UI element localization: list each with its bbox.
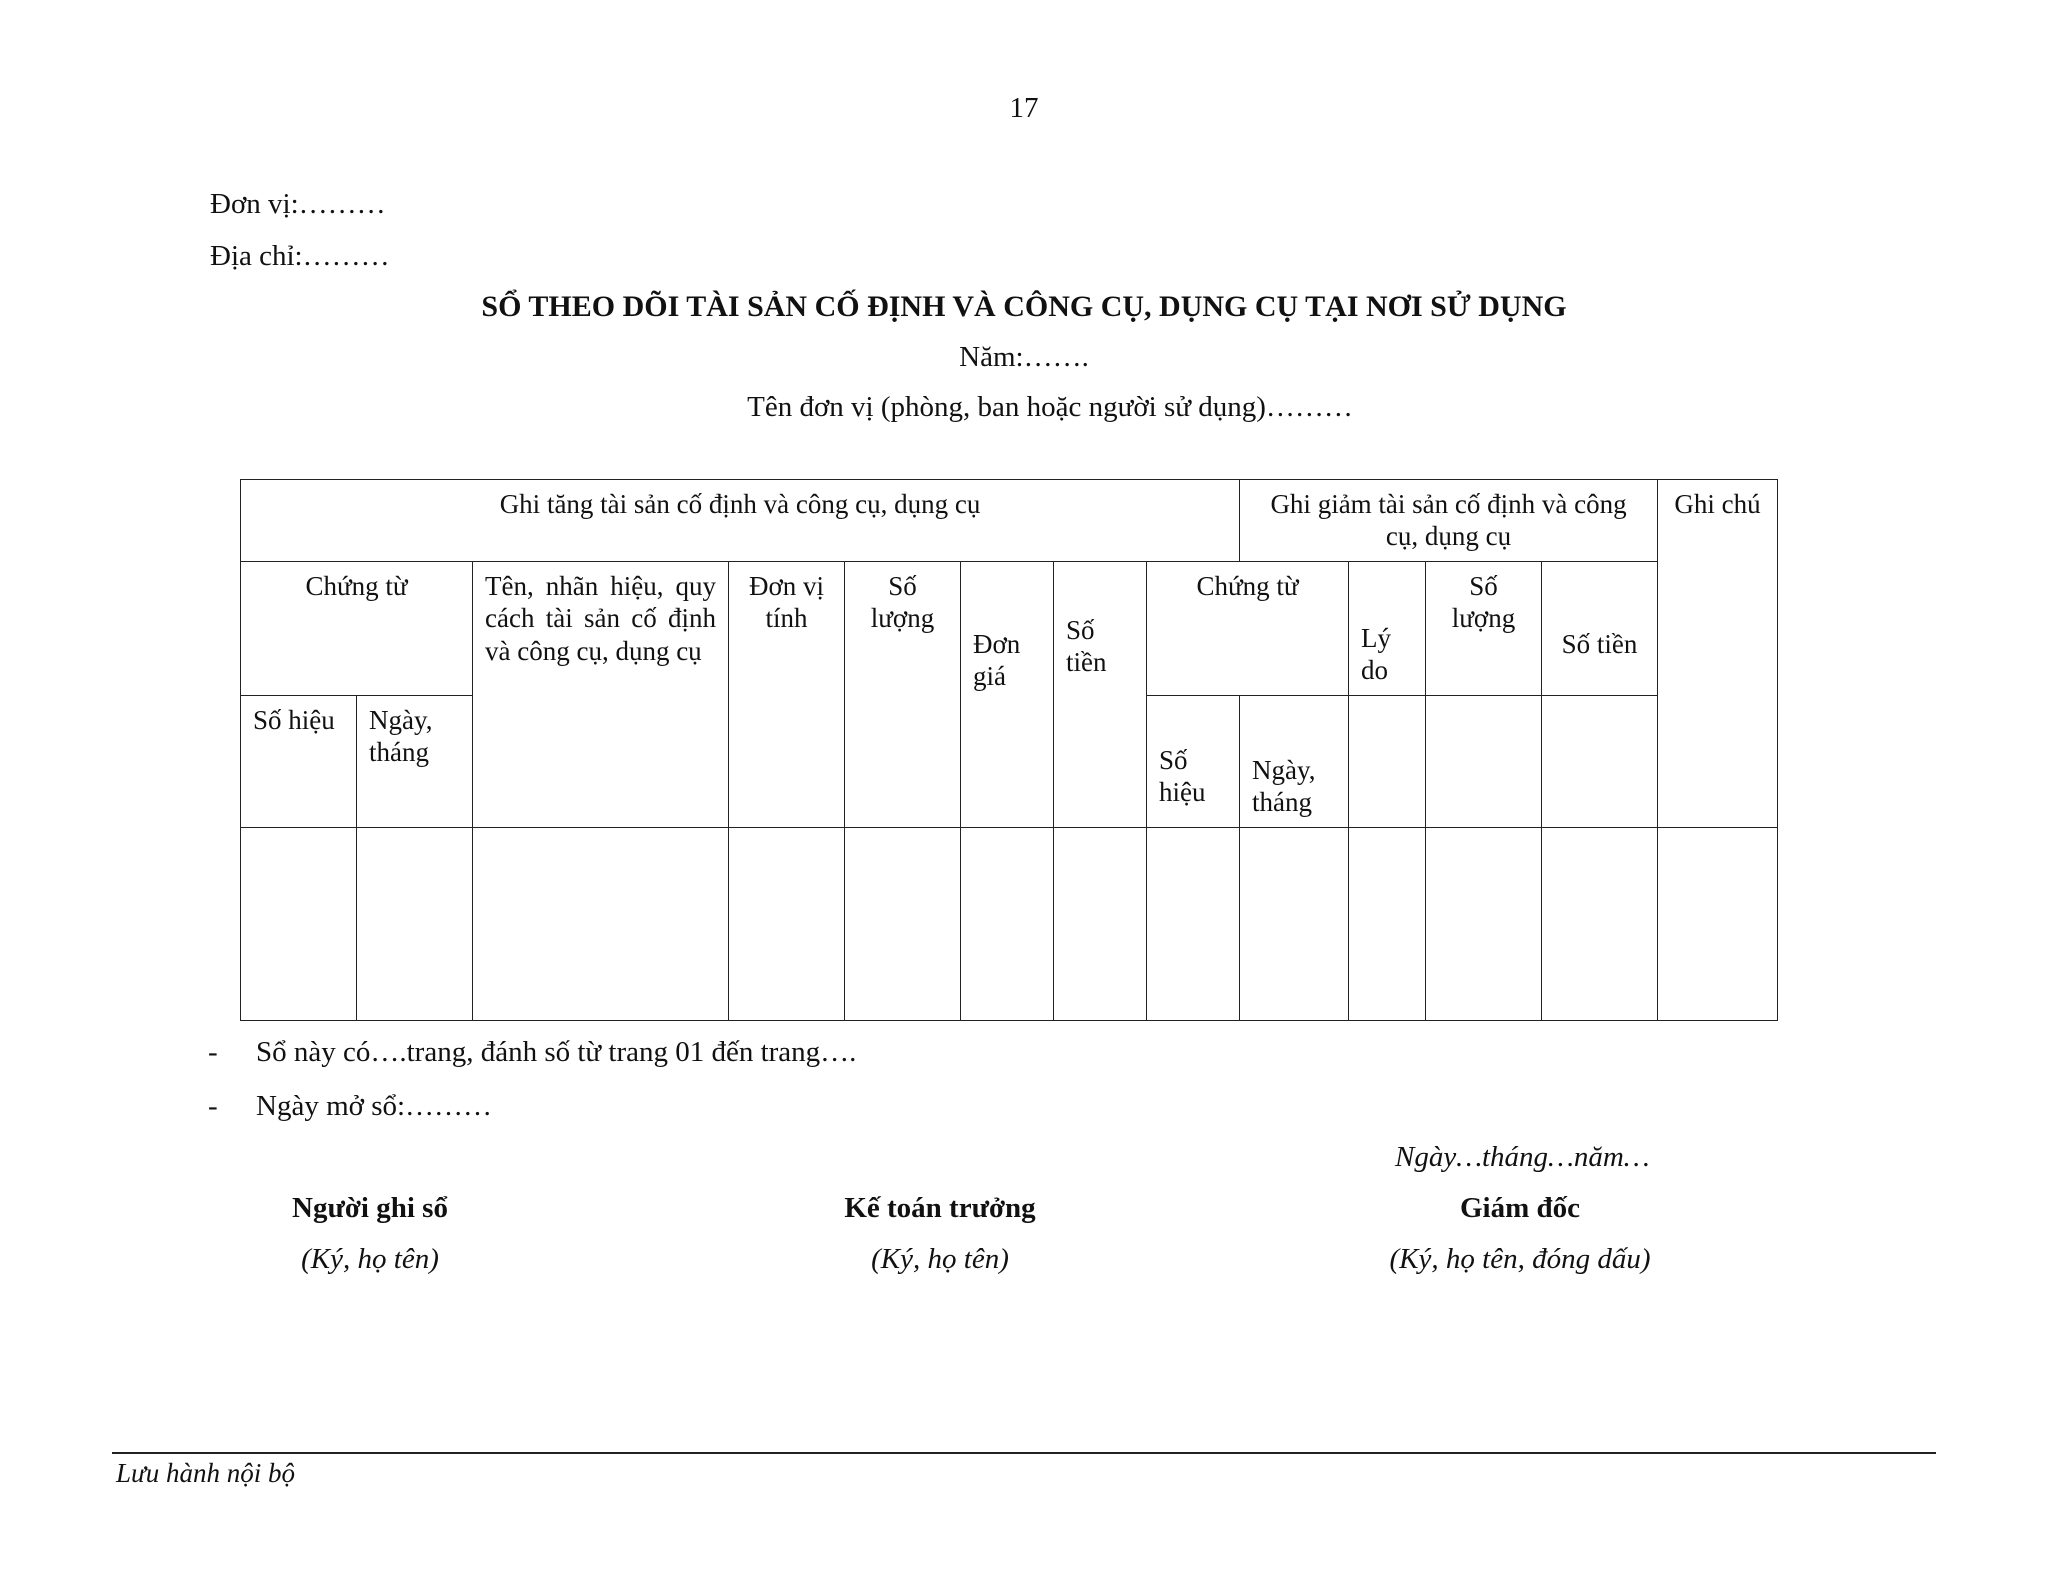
footer-text: Lưu hành nội bộ: [116, 1458, 295, 1488]
accountant-note: (Ký, họ tên): [871, 1243, 1009, 1275]
form-title: SỔ THEO DÕI TÀI SẢN CỐ ĐỊNH VÀ CÔNG CỤ, DỤNG CỤ TẠI NƠI SỬ DỤNG: [481, 290, 1567, 323]
year-line: Năm:…….: [959, 341, 1089, 373]
dec-voucher-header: Chứng từ: [1147, 562, 1349, 696]
empty-cell: [1426, 695, 1542, 827]
inc-quantity-header: Số lượng: [845, 562, 961, 828]
recorder-note: (Ký, họ tên): [301, 1243, 439, 1275]
increase-group-header: Ghi tăng tài sản cố định và công cụ, dụng cụ: [241, 480, 1240, 562]
dec-voucher-date-header: Ngày, tháng: [1240, 695, 1349, 827]
page-number: 17: [1009, 92, 1039, 124]
note-pages-text: Sổ này có….trang, đánh số từ trang 01 đến trang….: [256, 1036, 857, 1068]
note-open-date: [208, 1090, 492, 1123]
footer-divider: [112, 1452, 1936, 1454]
dec-reason-header: Lý do: [1349, 562, 1426, 696]
inc-unit-price-header: Đơn giá: [961, 562, 1054, 828]
address-label: Địa chỉ:………: [210, 240, 390, 272]
entry-cell: [1426, 827, 1542, 1020]
department-line: Tên đơn vị (phòng, ban hoặc người sử dụng)………: [747, 391, 1353, 423]
notes-header: Ghi chú: [1658, 480, 1778, 828]
entry-cell: [961, 827, 1054, 1020]
dec-voucher-no-header: Số hiệu: [1147, 695, 1240, 827]
decrease-group-header: Ghi giảm tài sản cố định và công cụ, dụng cụ: [1240, 480, 1658, 562]
signature-date-line: Ngày…tháng…năm…: [1395, 1141, 1650, 1173]
bullet-dash: -: [208, 1036, 218, 1068]
entry-cell: [1054, 827, 1147, 1020]
note-open-date-text: Ngày mở sổ:………: [256, 1090, 493, 1122]
empty-cell: [1349, 695, 1426, 827]
entry-cell: [357, 827, 473, 1020]
bullet-dash: -: [208, 1090, 218, 1122]
inc-amount-header: Số tiền: [1054, 562, 1147, 828]
inc-name-header: Tên, nhãn hiệu, quy cách tài sản cố định và công cụ, dụng cụ: [473, 562, 729, 828]
entry-cell: [729, 827, 845, 1020]
inc-voucher-no-header: Số hiệu: [241, 695, 357, 827]
director-role: Giám đốc: [1459, 1192, 1581, 1224]
empty-cell: [1542, 695, 1658, 827]
ledger-table: [240, 479, 1778, 1021]
inc-unit-header: Đơn vị tính: [729, 562, 845, 828]
unit-label: Đơn vị:………: [210, 188, 386, 220]
entry-cell: [1658, 827, 1778, 1020]
entry-cell: [845, 827, 961, 1020]
dec-quantity-header: Số lượng: [1426, 562, 1542, 696]
dec-amount-header: Số tiền: [1542, 562, 1658, 696]
director-note: (Ký, họ tên, đóng dấu): [1389, 1243, 1651, 1275]
inc-voucher-header: Chứng từ: [241, 562, 473, 696]
entry-cell: [1240, 827, 1349, 1020]
entry-cell: [1349, 827, 1426, 1020]
entry-cell: [1147, 827, 1240, 1020]
accountant-role: Kế toán trưởng: [844, 1192, 1036, 1224]
inc-voucher-date-header: Ngày, tháng: [357, 695, 473, 827]
entry-cell: [241, 827, 357, 1020]
entry-row: [241, 827, 1778, 1020]
recorder-role: Người ghi sổ: [292, 1192, 448, 1224]
entry-cell: [473, 827, 729, 1020]
note-pages: [208, 1036, 856, 1069]
entry-cell: [1542, 827, 1658, 1020]
